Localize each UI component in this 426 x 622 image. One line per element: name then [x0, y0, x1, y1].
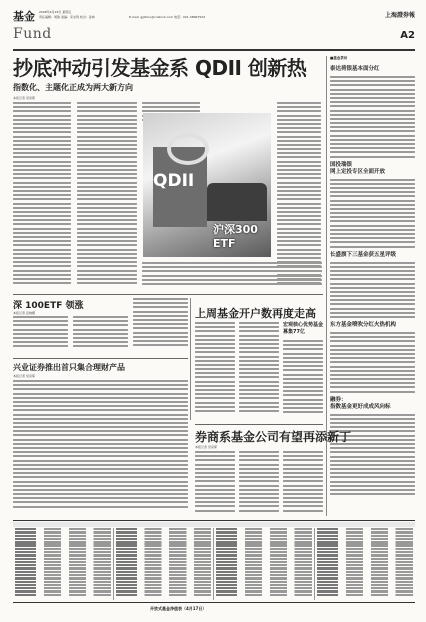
sidebar — [330, 56, 415, 518]
bank-headline: 券商系基金公司有望再添新丁 — [195, 430, 352, 444]
sidebar-story2-headline: 国投瑞银 网上定投专区全面开放 — [330, 161, 386, 175]
lead-byline: 本报记者 吴亮琛 — [13, 96, 35, 100]
bank-column-2 — [239, 451, 279, 515]
etf-column-1 — [13, 316, 68, 354]
lead-photo — [143, 113, 271, 257]
etf-bottom-rule — [13, 358, 188, 359]
etf-headline: 深 100ETF 领涨 — [13, 301, 84, 311]
email-line: E-mail: gjjzhou@cnstock.com 电话：021-38967524 — [129, 15, 206, 19]
open-account-column-1 — [195, 322, 235, 420]
sidebar-divider — [326, 56, 327, 516]
section-logo-en: Fund — [13, 26, 52, 42]
open-account-column-3 — [283, 340, 323, 420]
bank-column-3 — [283, 451, 323, 515]
photo-sign — [167, 133, 209, 165]
editor-line: 责任编辑：周敏 美编：宋永利 校对：孙林 — [39, 15, 95, 19]
photo-label-qdii: QDII — [153, 171, 195, 191]
table-title: 开放式基金净值表（4月17日） — [150, 606, 207, 611]
lead-column-2 — [77, 102, 137, 290]
photo-car — [207, 183, 267, 221]
etf-byline: 本报记者 张晓娜 — [13, 311, 35, 315]
lead-subheadline: 指数化、主题化正成为两大新方向 — [13, 83, 133, 92]
lead-caption-row — [142, 262, 322, 290]
open-account-headline: 上周基金开户数再度走高 — [195, 307, 316, 320]
fund-nav-table — [13, 528, 415, 600]
date-line: 2008年4月18日 星期五 — [39, 10, 72, 14]
masthead — [13, 8, 415, 52]
section-logo: 基金 — [13, 10, 35, 23]
table-top-rule — [13, 520, 415, 521]
bank-top-rule — [195, 424, 323, 425]
page-code: A2 — [400, 30, 415, 41]
table-header-band — [13, 522, 415, 527]
sidebar-header: ■基金茶坊 — [330, 56, 348, 60]
sidebar-story5-headline: 融券： 指数基金更好成成风向标 — [330, 396, 391, 410]
fund-headline: 兴业证券推出首只集合理财产品 — [13, 363, 125, 372]
etf-column-2 — [73, 316, 128, 354]
bank-byline: 本报记者 吴亮琛 — [195, 445, 217, 449]
lead-column-1 — [13, 102, 71, 290]
fund-byline: 本报记者 吴亮琛 — [13, 374, 35, 378]
side-headline: 宏观核心优势基金募集77亿 — [283, 322, 324, 335]
sidebar-story3-headline: 长盛旗下三基金获五星评级 — [330, 251, 397, 258]
sidebar-story1-headline: 泰达荷银基本面分红 — [330, 66, 380, 72]
mid-divider — [190, 298, 191, 420]
paper-name: 上海證券報 — [384, 12, 415, 19]
bank-column-1 — [195, 451, 235, 515]
masthead-rule — [13, 49, 415, 51]
etf-column-3 — [133, 298, 188, 354]
open-account-column-2 — [239, 322, 279, 420]
lead-headline: 抄底冲动引发基金系 QDII 创新热 — [13, 56, 307, 80]
fund-body — [13, 380, 188, 514]
photo-label-etf: 沪深300 ETF — [213, 223, 258, 250]
sidebar-story4-headline: 东方基金喷吹分红火热机构 — [330, 322, 397, 328]
lead-bottom-rule — [13, 294, 323, 295]
table-bottom-rule — [13, 602, 415, 603]
